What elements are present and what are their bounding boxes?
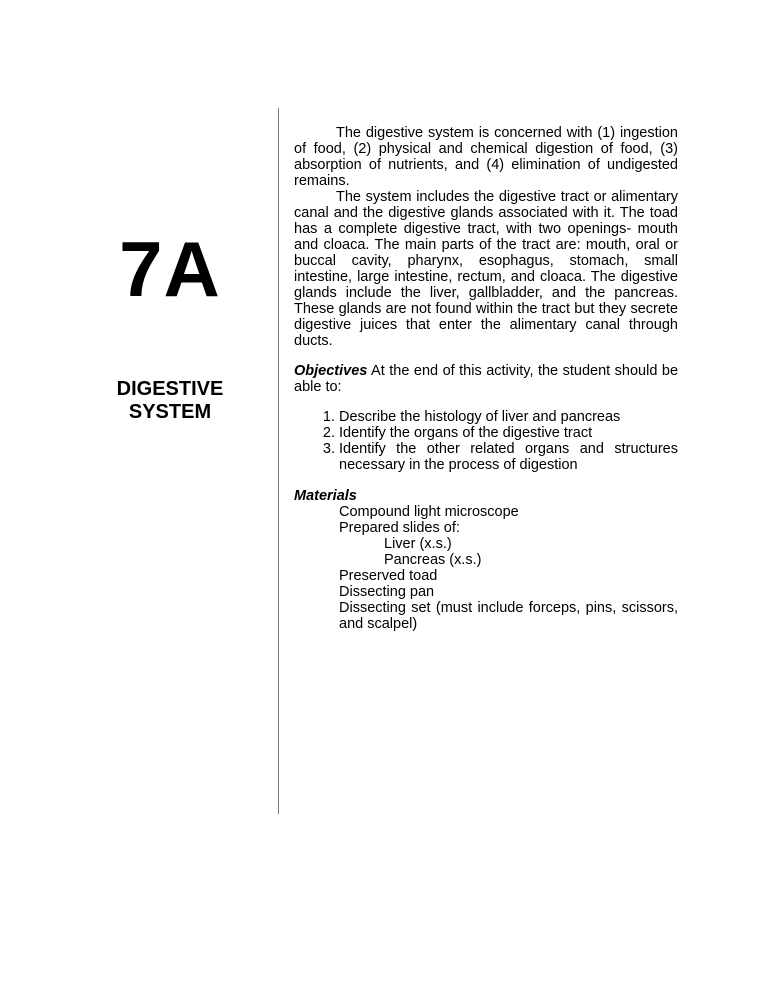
intro-paragraph-2: The system includes the digestive tract or alimentary canal and the digestive glands associated with it. The toad has a complete digestive tract, with two openings- mouth and cloaca. The main parts of the tract are: mouth, oral or buccal cavity, pharynx, esophagus, stomach, small intestine, large intestine, rectum, and cloaca. The digestive glands include the liver, gallbladder, and the pancreas. These glands are not found within the tract but they secrete digestive juices that enter the alimentary canal through ducts. [294,189,678,349]
objectives-section [294,363,678,473]
material-item-microscope: Compound light microscope [339,504,519,520]
vertical-divider [278,108,279,814]
objectives-list [294,409,678,473]
slide-item-liver: Liver (x.s.) [384,536,452,552]
objectives-lead: At the end of this activity, the student should be able to: [294,363,679,395]
chapter-title-line-2: SYSTEM [128,401,212,423]
chapter-title [92,378,248,424]
chapter-number: 7A [119,225,221,313]
objectives-intro [294,363,678,395]
objective-item: 3. Identify the other related organs and structures necessary in the process of digestion [339,441,678,473]
material-item-slides: Prepared slides of: [339,520,460,536]
chapter-title-line-1: DIGESTIVE [116,378,224,400]
objective-item: 1. Describe the histology of liver and pancreas [339,409,678,425]
material-item-pan: Dissecting pan [339,584,435,600]
objective-item: 2. Identify the organs of the digestive tract [339,425,678,441]
objectives-heading: Objectives [294,363,368,379]
slide-item-pancreas: Pancreas (x.s.) [384,552,482,568]
materials-section [294,488,678,632]
material-item-specimen: Preserved toad [339,568,438,584]
main-content [294,125,678,632]
material-item-dissecting-set: Dissecting set (must include forceps, pins, scissors, and scalpel) [339,600,678,632]
intro-paragraph-1: The digestive system is concerned with (1) ingestion of food, (2) physical and chemical digestion of food, (3) absorption of nutrients, and (4) elimination of undigested remains. [294,125,678,189]
materials-heading: Materials [294,488,357,504]
